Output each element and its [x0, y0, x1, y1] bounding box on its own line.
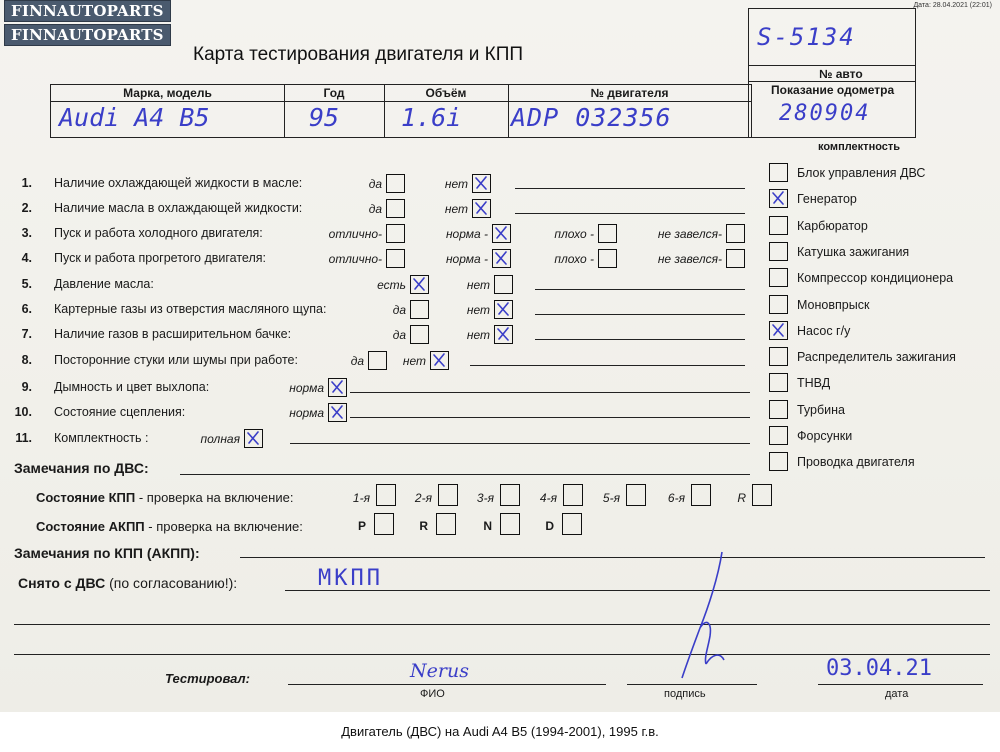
kit-item-label: Компрессор кондиционера	[797, 271, 954, 286]
kpp-gear-checkbox[interactable]	[752, 484, 772, 506]
kit-item-label: Форсунки	[797, 429, 853, 443]
page-title: Карта тестирования двигателя и КПП	[193, 44, 524, 65]
option-label: есть	[377, 278, 406, 292]
answer-line	[515, 213, 745, 214]
answer-line	[535, 289, 745, 290]
brand-logo-top: FINNAUTOPARTS	[4, 0, 171, 22]
fio-line	[288, 684, 606, 685]
answer-line	[350, 392, 750, 393]
volume-value: 1.6i	[401, 103, 462, 132]
col-year: Год	[323, 86, 345, 100]
odometer-label: Показание одометра	[771, 83, 895, 97]
page-caption: Двигатель (ДВС) на Audi A4 B5 (1994-2001), 1995 г.в.	[0, 712, 1000, 750]
header-table	[50, 84, 752, 138]
kit-checkbox[interactable]	[769, 242, 788, 261]
option-checkbox[interactable]	[494, 300, 513, 319]
removed-line	[285, 590, 990, 591]
question-number: 2.	[21, 201, 32, 215]
kit-item-label: Насос г/у	[797, 323, 851, 338]
kpp-gear-label: 1-я	[352, 491, 370, 505]
option-label: отлично-	[328, 227, 382, 241]
date-line	[818, 684, 983, 685]
option-checkbox[interactable]	[430, 351, 449, 370]
tested-by-label: Тестировал:	[165, 671, 250, 686]
kit-checkbox[interactable]	[769, 321, 788, 340]
col-make-model: Марка, модель	[123, 86, 212, 100]
question-text: Наличие охлаждающей жидкости в масле:	[54, 176, 303, 190]
kit-item-label: Моновпрыск	[797, 297, 870, 312]
remarks-engine-label: Замечания по ДВС:	[14, 460, 149, 476]
option-label: да	[368, 177, 382, 191]
make-model-value: Audi A4 B5	[59, 103, 210, 132]
check-x-icon	[473, 175, 489, 191]
option-label: нет	[444, 202, 468, 216]
option-label: плохо -	[554, 252, 594, 266]
kit-item-label: ТНВД	[797, 376, 831, 391]
kpp-gear-label: R	[737, 491, 746, 505]
question-text: Состояние сцепления:	[54, 405, 186, 419]
answer-line	[470, 365, 745, 366]
remarks-kpp-label: Замечания по КПП (АКПП):	[14, 545, 200, 561]
signature-line	[627, 684, 757, 685]
question-number: 7.	[21, 327, 32, 341]
kit-checkbox[interactable]	[769, 347, 788, 366]
option-checkbox[interactable]	[494, 275, 513, 294]
option-label: нет	[466, 278, 490, 292]
option-label: да	[350, 354, 364, 368]
akpp-gear-checkbox[interactable]	[436, 513, 456, 535]
kit-checkbox[interactable]	[769, 400, 788, 419]
question-number: 5.	[21, 277, 32, 291]
blank-line-1	[14, 624, 990, 625]
question-text: Посторонние стуки или шумы при работе:	[54, 353, 298, 367]
question-number: 3.	[21, 226, 32, 240]
kit-item-label: Генератор	[797, 192, 857, 207]
akpp-label: Состояние АКПП - проверка на включение:	[36, 519, 303, 534]
fio-label: ФИО	[420, 688, 445, 700]
akpp-gear-label: R	[419, 519, 428, 533]
kit-item-label: Катушка зажигания	[797, 244, 910, 259]
signature-label: подпись	[664, 688, 706, 700]
odometer-value: 280904	[779, 101, 871, 126]
option-label: нет	[466, 303, 490, 317]
question-number: 8.	[21, 353, 32, 367]
year-value: 95	[309, 103, 340, 132]
answer-line	[350, 417, 750, 418]
option-label: норма -	[445, 252, 488, 266]
option-label: нет	[444, 177, 468, 191]
kit-checkbox[interactable]	[769, 373, 788, 392]
option-checkbox[interactable]	[472, 199, 491, 218]
option-checkbox[interactable]	[244, 429, 263, 448]
question-text: Наличие масла в охлаждающей жидкости:	[54, 201, 303, 215]
check-x-icon	[431, 352, 447, 368]
remarks-kpp-line	[240, 557, 985, 558]
check-x-icon	[770, 190, 786, 206]
option-label: полная	[200, 432, 240, 446]
answer-line	[290, 443, 750, 444]
check-x-icon	[495, 326, 511, 342]
auto-odometer-box	[748, 8, 916, 138]
question-number: 6.	[21, 302, 32, 316]
check-x-icon	[329, 404, 345, 420]
question-text: Картерные газы из отверстия масляного щупа:	[54, 302, 327, 316]
option-label: не завелся-	[657, 252, 722, 266]
akpp-gear-label: P	[357, 519, 366, 533]
option-label: отлично-	[328, 252, 382, 266]
answer-line	[535, 339, 745, 340]
option-label: норма	[289, 381, 324, 395]
option-label: нет	[402, 354, 426, 368]
kit-checkbox[interactable]	[769, 452, 788, 471]
kit-checkbox[interactable]	[769, 268, 788, 287]
option-label: да	[392, 303, 406, 317]
kpp-gear-label: 4-я	[539, 491, 557, 505]
fio-value: Nerus	[410, 660, 469, 682]
question-text: Наличие газов в расширительном бачке:	[54, 327, 292, 341]
auto-number-value: S-5134	[757, 23, 856, 51]
col-volume: Объём	[425, 86, 467, 100]
question-number: 4.	[21, 251, 32, 265]
kit-title: комплектность	[818, 141, 901, 153]
question-text: Пуск и работа холодного двигателя:	[54, 226, 263, 240]
question-number: 10.	[14, 405, 32, 419]
question-text: Пуск и работа прогретого двигателя:	[54, 251, 266, 265]
akpp-gear-checkbox[interactable]	[374, 513, 394, 535]
kit-checkbox[interactable]	[769, 426, 788, 445]
kit-item-label: Турбина	[797, 402, 845, 417]
option-label: да	[368, 202, 382, 216]
option-checkbox[interactable]	[472, 174, 491, 193]
check-x-icon	[329, 379, 345, 395]
removed-label: Снято с ДВС (по согласованию!):	[18, 575, 238, 591]
date-value: 03.04.21	[826, 656, 932, 681]
signature-scribble	[660, 548, 750, 684]
kit-item-label: Проводка двигателя	[797, 455, 915, 470]
option-label: плохо -	[554, 227, 594, 241]
kit-item-label: Карбюратор	[797, 218, 868, 233]
option-label: да	[392, 328, 406, 342]
kit-checkbox[interactable]	[769, 216, 788, 235]
engine-number-value: ADP 032356	[511, 103, 672, 132]
akpp-gear-checkbox[interactable]	[562, 513, 582, 535]
kpp-gear-label: 5-я	[602, 491, 620, 505]
kit-checkbox[interactable]	[769, 189, 788, 208]
date-label: дата	[885, 688, 909, 700]
kpp-gear-label: 2-я	[414, 491, 432, 505]
question-number: 11.	[15, 431, 32, 445]
brand-logo-bottom: FINNAUTOPARTS	[4, 24, 171, 46]
kit-item-label: Распределитель зажигания	[797, 350, 956, 365]
option-label: норма -	[445, 227, 488, 241]
option-checkbox[interactable]	[726, 249, 745, 268]
option-checkbox[interactable]	[328, 378, 347, 397]
option-checkbox[interactable]	[494, 325, 513, 344]
option-label: не завелся-	[657, 227, 722, 241]
option-checkbox[interactable]	[328, 403, 347, 422]
kit-checkbox[interactable]	[769, 295, 788, 314]
answer-line	[515, 188, 745, 189]
question-number: 1.	[21, 176, 32, 190]
kpp-gear-label: 6-я	[667, 491, 685, 505]
question-text: Дымность и цвет выхлопа:	[54, 380, 210, 394]
scan-date-stamp: Дата: 28.04.2021 (22:01)	[913, 2, 992, 9]
akpp-gear-label: N	[483, 519, 492, 533]
question-text: Комплектность :	[54, 431, 149, 445]
question-number: 9.	[21, 380, 32, 394]
kpp-gear-checkbox[interactable]	[691, 484, 711, 506]
kpp-label: Состояние КПП - проверка на включение:	[36, 490, 294, 505]
removed-value: МКПП	[318, 566, 383, 591]
check-x-icon	[495, 301, 511, 317]
col-engine-number: № двигателя	[590, 86, 669, 100]
check-x-icon	[473, 200, 489, 216]
option-label: нет	[466, 328, 490, 342]
check-x-icon	[770, 322, 786, 338]
auto-number-label: № авто	[819, 67, 863, 81]
akpp-gear-checkbox[interactable]	[500, 513, 520, 535]
akpp-gear-label: D	[545, 519, 554, 533]
question-text: Давление масла:	[54, 277, 154, 291]
check-x-icon	[245, 430, 261, 446]
kit-checkbox[interactable]	[769, 163, 788, 182]
option-label: норма	[289, 406, 324, 420]
option-checkbox[interactable]	[726, 224, 745, 243]
remarks-engine-line	[180, 474, 750, 475]
answer-line	[535, 314, 745, 315]
kit-item-label: Блок управления ДВС	[797, 166, 926, 180]
kpp-gear-label: 3-я	[476, 491, 494, 505]
blank-line-2	[14, 654, 990, 655]
